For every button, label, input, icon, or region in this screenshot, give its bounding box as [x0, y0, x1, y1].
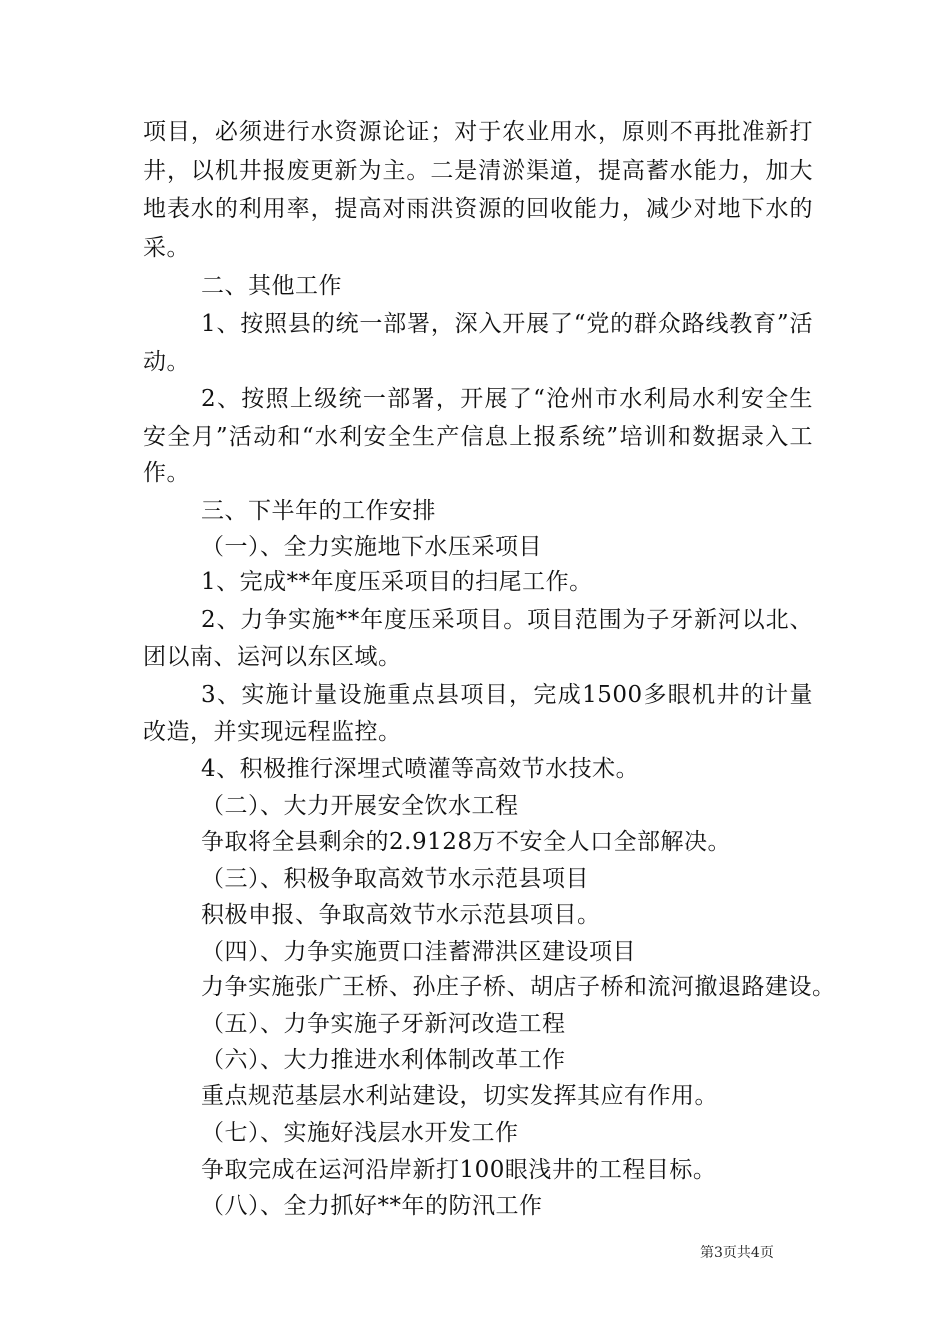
text-line: 1、完成**年度压采项目的扫尾工作。: [201, 569, 593, 595]
text-line: 地表水的利用率，提高对雨洪资源的回收能力，减少对地下水的: [143, 196, 813, 222]
text-line: 积极申报、争取高效节水示范县项目。: [201, 902, 601, 928]
subsection-heading: （六）、大力推进水利体制改革工作: [201, 1047, 566, 1073]
text-line: 团以南、运河以东区域。: [143, 644, 402, 670]
text-line: 重点规范基层水利站建设，切实发挥其应有作用。: [201, 1083, 718, 1109]
text-line: 井，以机井报废更新为主。二是清淤渠道，提高蓄水能力，加大: [143, 158, 813, 184]
text-line: 项目，必须进行水资源论证；对于农业用水，原则不再批准新打: [143, 119, 813, 145]
text-line: 力争实施张广王桥、孙庄子桥、胡店子桥和流河撤退路建设。: [201, 974, 836, 1000]
text-line: 1、按照县的统一部署，深入开展了“党的群众路线教育”活: [201, 311, 813, 337]
text-line: 争取将全县剩余的2.9128万不安全人口全部解决。: [201, 829, 731, 855]
subsection-heading: （八）、全力抓好**年的防汛工作: [201, 1193, 543, 1219]
section-heading: 二、其他工作: [201, 273, 342, 299]
section-heading: 三、下半年的工作安排: [201, 498, 436, 524]
text-line: 3、实施计量设施重点县项目，完成1500多眼机井的计量: [201, 682, 813, 708]
text-line: 4、积极推行深埋式喷灌等高效节水技术。: [201, 756, 640, 782]
page-number-footer: 第3页共4页: [700, 1245, 774, 1261]
text-line: 作。: [143, 460, 190, 486]
text-line: 动。: [143, 349, 190, 375]
text-line: 采。: [143, 235, 190, 261]
subsection-heading: （四）、力争实施贾口洼蓄滞洪区建设项目: [201, 939, 636, 965]
text-line: 2、按照上级统一部署，开展了“沧州市水利局水利安全生: [201, 386, 813, 412]
subsection-heading: （五）、力争实施子牙新河改造工程: [201, 1011, 566, 1037]
subsection-heading: （七）、实施好浅层水开发工作: [201, 1120, 519, 1146]
text-line: 改造，并实现远程监控。: [143, 719, 402, 745]
text-line: 安全月”活动和“水利安全生产信息上报系统”培训和数据录入工: [143, 424, 813, 450]
text-line: 2、力争实施**年度压采项目。项目范围为子牙新河以北、: [201, 607, 813, 633]
subsection-heading: （二）、大力开展安全饮水工程: [201, 793, 519, 819]
subsection-heading: （一）、全力实施地下水压采项目: [201, 534, 542, 560]
subsection-heading: （三）、积极争取高效节水示范县项目: [201, 866, 589, 892]
text-line: 争取完成在运河沿岸新打100眼浅井的工程目标。: [201, 1157, 717, 1183]
